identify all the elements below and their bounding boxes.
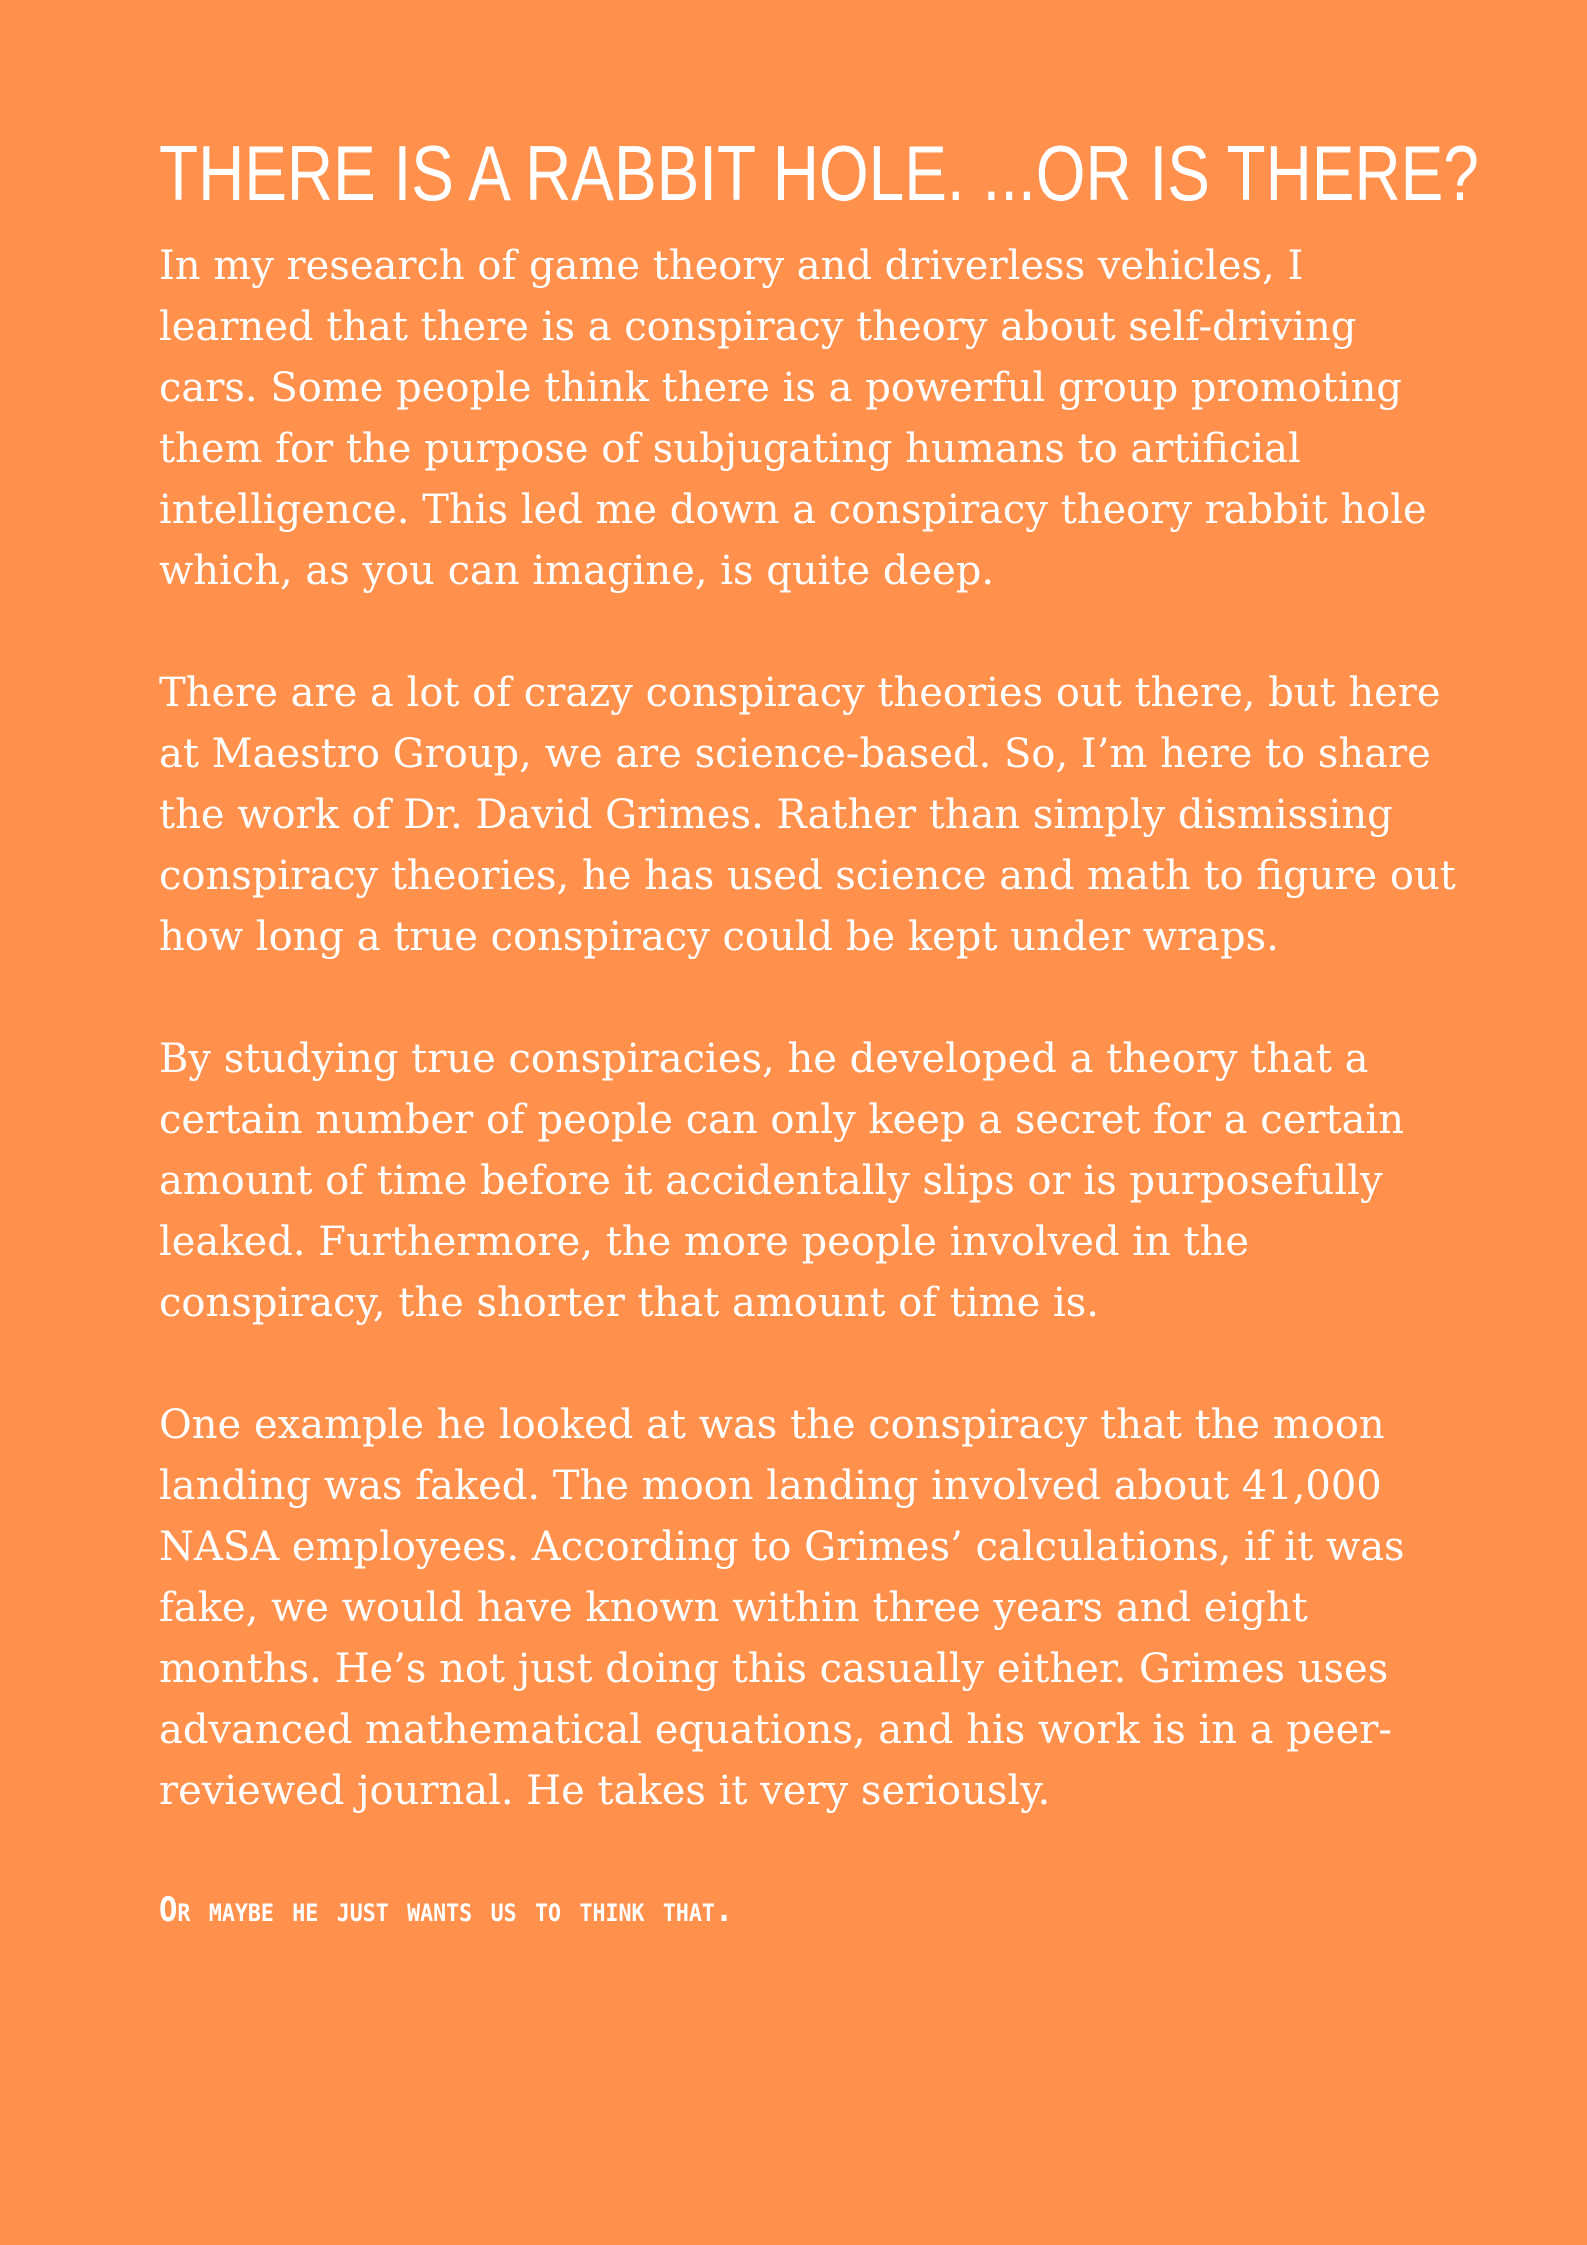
paragraph-intro: In my research of game theory and driverless vehicles, I learned that there is a conspiracy theory about self-driving cars. Some people think there is a powerful group promoting them for the purpose of subjugating humans to artificial intelligence. This led me down a conspiracy theory rabbit hole which, as you can imagine, is quite deep.: [159, 243, 1427, 594]
closing-tagline: Or maybe he just wants us to think that.: [159, 1890, 734, 1930]
article-body: [159, 236, 1459, 1822]
paragraph-moon-landing: One example he looked at was the conspiracy that the moon landing was faked. The moon landing involved about 41,000 NASA employees. According to Grimes’ calculations, if it was fake, we would have known within three years and eight months. He’s not just doing this casually either. Grimes uses advanced mathematical equations, and his work is in a peer-reviewed journal. He takes it very seriously.: [159, 1402, 1405, 1814]
paragraph-science: There are a lot of crazy conspiracy theories out there, but here at Maestro Group, we are science-based. So, I’m here to share the work of Dr. David Grimes. Rather than simply dismissing conspiracy theories, he has used science and math to figure out how long a true conspiracy could be kept under wraps.: [159, 670, 1456, 960]
article: [159, 118, 1479, 1930]
paragraph-theory: By studying true conspiracies, he developed a theory that a certain number of people can only keep a secret for a certain amount of time before it accidentally slips or is purposefully leaked. Furthermore, the more people involved in the conspiracy, the shorter that amount of time is.: [159, 1036, 1404, 1326]
page-title: THERE IS A RABBIT HOLE. ...OR IS THERE?: [159, 129, 1479, 217]
